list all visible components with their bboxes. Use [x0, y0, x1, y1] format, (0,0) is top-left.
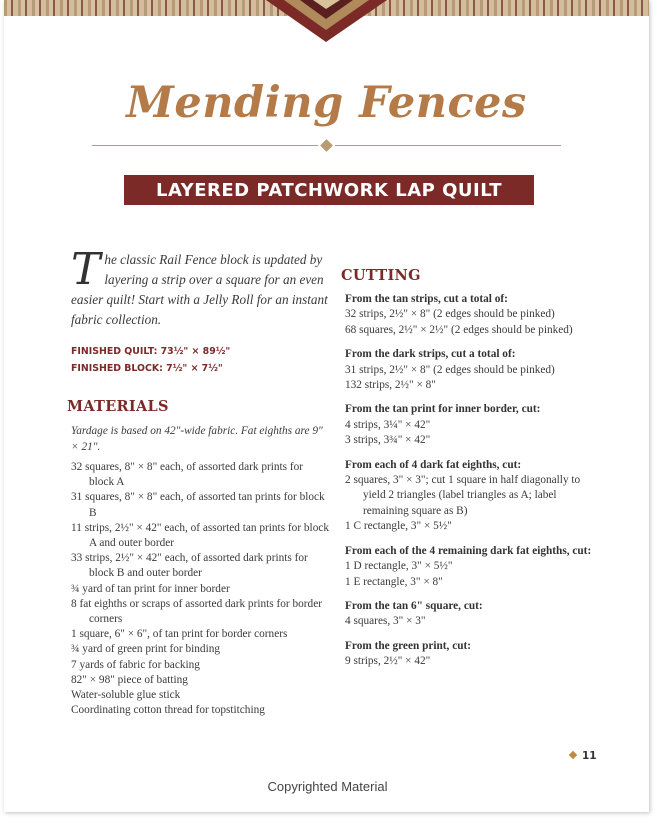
materials-item: 32 squares, 8" × 8" each, of assorted dark prints for block A — [71, 461, 304, 489]
materials-item: ¾ yard of green print for binding — [71, 643, 221, 656]
materials-item: 7 yards of fabric for backing — [71, 658, 200, 671]
intro-text: he classic Rail Fence block is updated by layering a strip over a square for an even easier quilt! Start with a Jelly Roll for an instant fabric collection. — [71, 252, 328, 327]
cutting-list — [345, 292, 600, 679]
materials-list — [71, 460, 329, 718]
cutting-group-heading: From the tan strips, cut a total of: — [345, 293, 508, 305]
cutting-group — [345, 458, 600, 535]
cutting-item: 1 E rectangle, 3" × 8" — [345, 575, 443, 588]
title-rule-left — [92, 145, 318, 146]
subtitle-banner: LAYERED PATCHWORK LAP QUILT — [124, 175, 534, 205]
materials-item: 33 strips, 2½" × 42" each, of assorted dark prints for block B and outer border — [71, 552, 308, 580]
materials-item: 31 squares, 8" × 8" each, of assorted tan prints for block B — [71, 491, 325, 519]
drop-cap: T — [71, 244, 101, 295]
cutting-item: 3 strips, 3¾" × 42" — [345, 434, 431, 447]
title-rule-right — [335, 145, 561, 146]
cutting-group — [345, 544, 600, 590]
materials-note: Yardage is based on 42"-wide fabric. Fat eighths are 9" × 21". — [71, 425, 323, 453]
cutting-group-heading: From the tan print for inner border, cut: — [345, 403, 541, 416]
cutting-item: 4 squares, 3" × 3" — [345, 615, 426, 628]
cutting-group-heading: From each of the 4 remaining dark fat eighths, cut: — [345, 544, 592, 557]
cutting-item: 32 strips, 2½" × 8" (2 edges should be pinked) — [345, 308, 555, 321]
cutting-item: 1 D rectangle, 3" × 5½" — [345, 560, 453, 573]
cutting-item: 2 squares, 3" × 3"; cut 1 square in half diagonally to yield 2 triangles (label triangles as A; label remaining square as B) — [345, 474, 581, 517]
book-page — [4, 0, 649, 812]
title-rule-diamond — [320, 139, 333, 152]
materials-item: 11 strips, 2½" × 42" each, of assorted tan prints for block A and outer border — [71, 521, 330, 550]
cutting-group — [345, 639, 600, 670]
cutting-item: 4 strips, 3¼" × 42" — [345, 418, 431, 431]
cutting-group — [345, 599, 600, 630]
intro-paragraph — [71, 244, 331, 330]
copyright-watermark: Copyrighted Material — [267, 779, 388, 794]
cutting-group — [345, 347, 600, 393]
materials-item: 8 fat eighths or scraps of assorted dark prints for border corners — [71, 597, 322, 626]
cutting-heading: CUTTING — [341, 267, 421, 284]
cutting-group-heading: From the green print, cut: — [345, 639, 472, 652]
cutting-group-heading: From the dark strips, cut a total of: — [345, 348, 516, 361]
finished-block: FINISHED BLOCK: 7½" × 7½" — [71, 363, 223, 374]
cutting-group-heading: From each of 4 dark fat eighths, cut: — [345, 458, 522, 471]
cutting-group — [345, 402, 600, 448]
cutting-item: 31 strips, 2½" × 8" (2 edges should be pinked) — [345, 363, 555, 376]
materials-item: 82" × 98" piece of batting — [71, 673, 188, 686]
materials-heading: MATERIALS — [67, 398, 169, 415]
cutting-item: 1 C rectangle, 3" × 5½" — [345, 520, 452, 533]
materials-item: Water-soluble glue stick — [71, 689, 181, 702]
cutting-group — [345, 292, 600, 338]
materials-item: ¾ yard of tan print for inner border — [71, 582, 230, 595]
cutting-group-heading: From the tan 6" square, cut: — [345, 599, 483, 612]
top-patchwork-diamond — [4, 0, 649, 50]
cutting-item: 9 strips, 2½" × 42" — [345, 655, 431, 668]
finished-sizes — [71, 343, 331, 377]
page-number-diamond-icon — [569, 751, 577, 759]
materials-item: Coordinating cotton thread for topstitching — [71, 704, 265, 717]
page-number — [570, 750, 597, 762]
page-title: Mending Fences — [126, 78, 527, 128]
page-number-text: 11 — [582, 750, 597, 762]
finished-quilt: FINISHED QUILT: 73½" × 89½" — [71, 346, 231, 357]
cutting-item: 132 strips, 2½" × 8" — [345, 379, 436, 392]
materials-item: 1 square, 6" × 6", of tan print for border corners — [71, 628, 288, 641]
cutting-item: 68 squares, 2½" × 2½" (2 edges should be pinked) — [345, 323, 573, 336]
